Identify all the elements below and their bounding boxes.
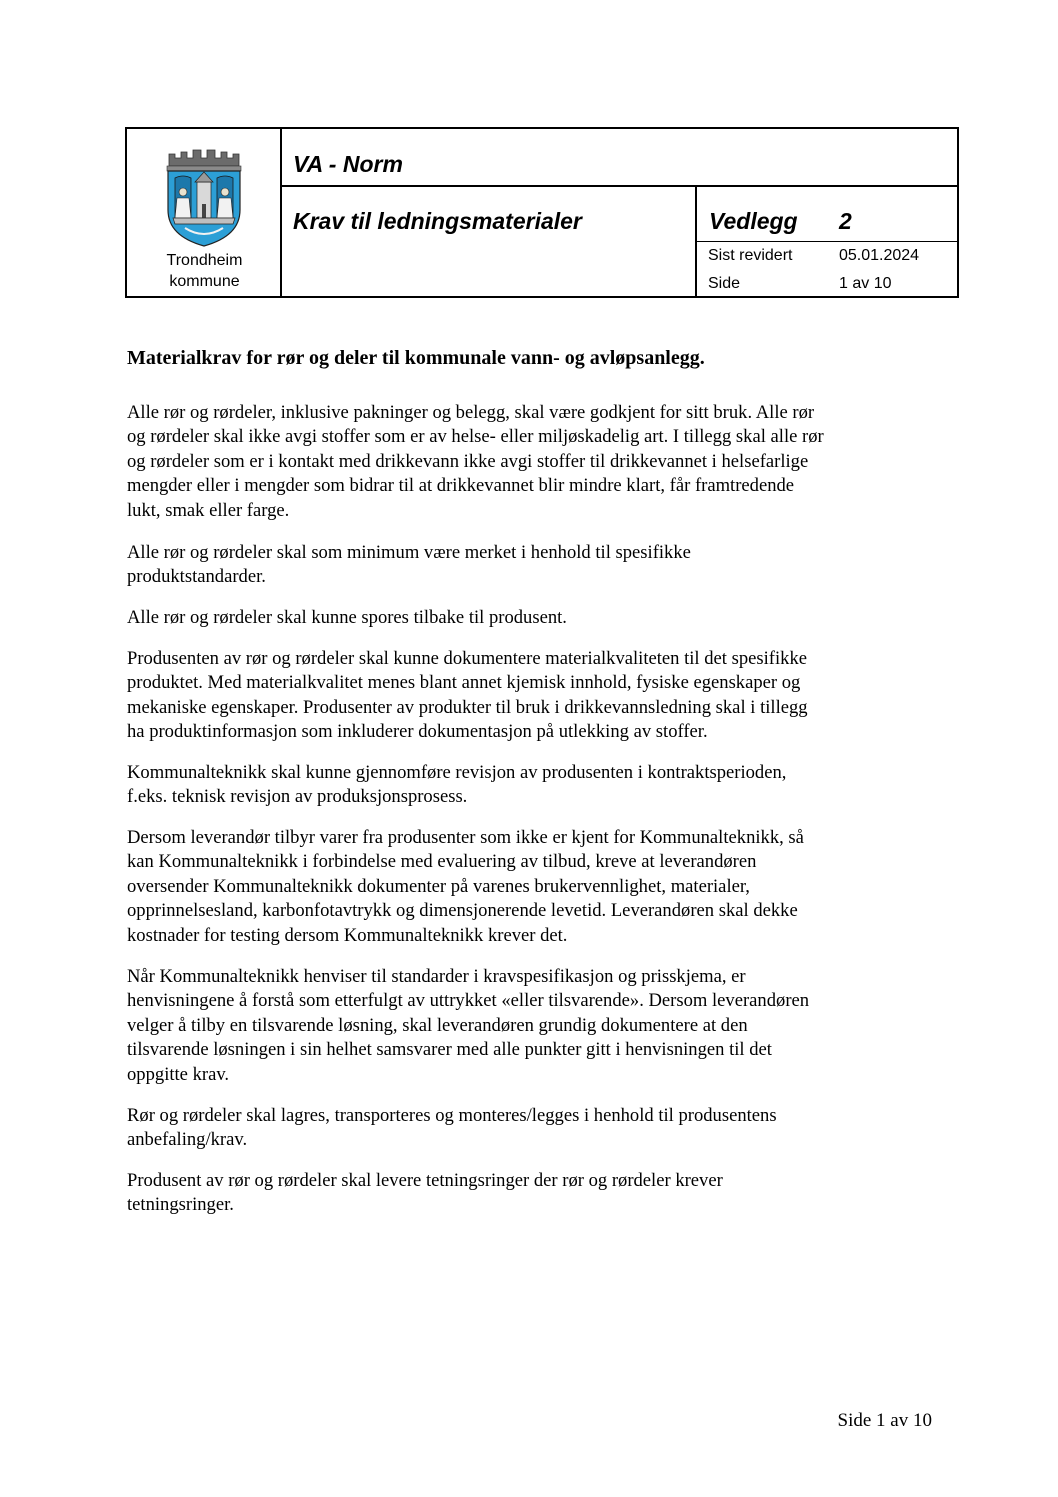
organization-name-line1: Trondheim [166,252,243,269]
paragraph-line: Alle rør og rørdeler skal kunne spores tilbake til produsent. [127,607,567,628]
paragraph-line: Produsenten av rør og rørdeler skal kunne dokumentere materialkvaliteten til det spesifikke [127,648,808,669]
paragraph-supplier-documentation [127,826,927,948]
appendix-number: 2 [839,208,852,234]
paragraph-material-quality [127,647,927,745]
paragraph-line: oversender Kommunalteknikk dokumenter på varenes brukervennlighet, materialer, [127,875,750,897]
paragraph-storage [127,1104,927,1153]
organization-name-line2: kommune [169,273,240,290]
paragraph-line: produktet. Med materialkvalitet menes blant annet kjemisk innhold, fysiske egenskaper og [127,672,801,694]
paragraph-sealing-rings [127,1169,927,1218]
document-title: VA - Norm [293,151,403,177]
paragraph-standards [127,965,927,1087]
paragraph-line: anbefaling/krav. [127,1129,248,1151]
section-heading: Materialkrav for rør og deler til kommunale vann- og avløpsanlegg. [127,347,705,369]
page-value: 1 av 10 [839,275,892,292]
page-label: Side [708,275,741,292]
header-divider-horizontal-top [281,185,957,187]
trondheim-coat-of-arms-icon [163,148,245,248]
document-subtitle: Krav til ledningsmaterialer [293,208,582,234]
paragraph-line: Kommunalteknikk skal kunne gjennomføre revisjon av produsenten i kontraktsperioden, [127,762,787,783]
paragraph-line: og rørdeler skal ikke avgi stoffer som er av helse- eller miljøskadelig art. I tillegg skal alle rør [127,426,824,448]
paragraph-line: tetningsringer. [127,1194,234,1216]
paragraph-line: kan Kommunalteknikk i forbindelse med evaluering av tilbud, kreve at leverandøren [127,851,757,873]
paragraph-line: opprinnelsesland, karbonfotavtrykk og dimensjonerende levetid. Leverandøren skal dekke [127,900,798,922]
paragraph-line: Alle rør og rørdeler, inklusive pakninger og belegg, skal være godkjent for sitt bruk. Alle rør [127,402,815,423]
paragraph-line: velger å tilby en tilsvarende løsning, skal leverandøren grundig dokumentere at den [127,1014,748,1036]
document-header-box [125,127,959,298]
paragraph-line: ha produktinformasjon som inkluderer dokumentasjon på utlekking av stoffer. [127,721,708,743]
appendix-label: Vedlegg [709,208,798,234]
paragraph-line: lukt, smak eller farge. [127,499,290,521]
page-footer-number: Side 1 av 10 [837,1410,932,1431]
paragraph-line: tilsvarende løsningen i sin helhet samsvarer med alle punkter gitt i henvisningen til det [127,1039,772,1061]
paragraph-line: Rør og rørdeler skal lagres, transporteres og monteres/legges i henhold til produsentens [127,1105,777,1126]
paragraph-line: henvisningene å forstå som etterfulgt av uttrykket «eller tilsvarende». Dersom leverandøren [127,990,810,1012]
paragraph-line: Alle rør og rørdeler skal som minimum være merket i henhold til spesifikke [127,542,691,563]
paragraph-approval [127,401,927,523]
paragraph-audit [127,761,927,810]
paragraph-line: mengder eller i mengder som bidrar til at drikkevannet blir mindre klart, får framtredende [127,475,795,497]
header-divider-horizontal-meta [696,241,957,242]
paragraph-line: mekaniske egenskaper. Produsenter av produkter til bruk i drikkevannsledning skal i tillegg [127,696,808,718]
paragraph-line: og rørdeler som er i kontakt med drikkevann ikke avgi stoffer til drikkevannet i helsefarlige [127,450,809,472]
paragraph-line: produktstandarder. [127,566,266,588]
paragraph-line: Når Kommunalteknikk henviser til standarder i kravspesifikasjon og prisskjema, er [127,966,746,987]
paragraph-line: f.eks. teknisk revisjon av produksjonsprosess. [127,786,468,808]
paragraph-line: Produsent av rør og rørdeler skal levere tetningsringer der rør og rørdeler krever [127,1170,723,1191]
paragraph-line: kostnader for testing dersom Kommunalteknikk krever det. [127,924,568,946]
paragraph-marking [127,541,927,590]
paragraph-traceability [127,606,927,630]
revised-label: Sist revidert [708,247,793,264]
paragraph-line: oppgitte krav. [127,1063,230,1085]
paragraph-line: Dersom leverandør tilbyr varer fra produsenter som ikke er kjent for Kommunalteknikk, så [127,827,804,848]
revised-date: 05.01.2024 [839,247,920,264]
